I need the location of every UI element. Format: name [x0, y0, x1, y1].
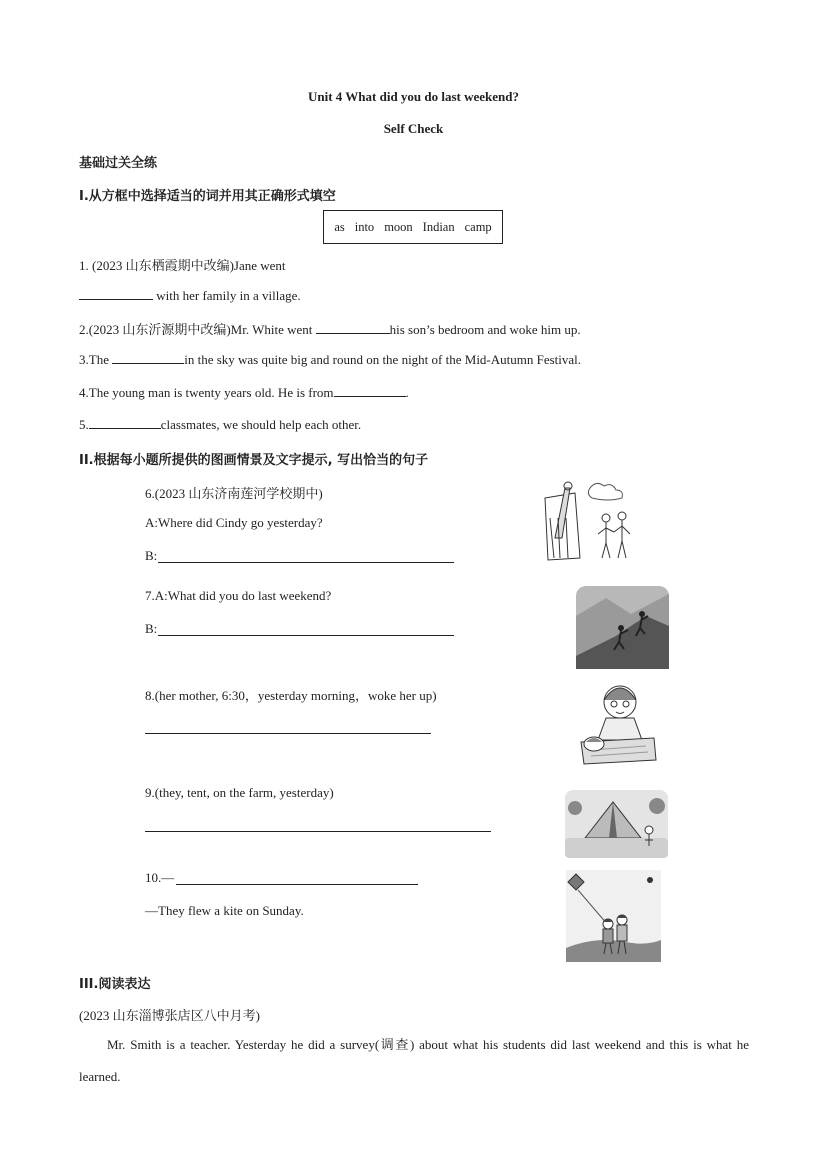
q10-response: —They flew a kite on Sunday.	[145, 903, 304, 918]
word-3: moon	[384, 219, 413, 234]
reading-paragraph: Mr. Smith is a teacher. Yesterday he did a survey(调查) about what his students did last weekend and this is what he learned.	[79, 1037, 749, 1084]
q7-answer-line[interactable]	[158, 635, 454, 636]
zoo-giraffe-picture	[540, 478, 640, 563]
q6-answer-line[interactable]	[158, 562, 454, 563]
part3-heading: III.阅读表达	[79, 977, 151, 992]
q2-blank[interactable]	[316, 321, 390, 334]
q6-answer-prefix: B:	[145, 548, 158, 563]
hiking-picture	[576, 586, 669, 669]
q3-suffix: in the sky was quite big and round on the night of the Mid-Autumn Festival.	[184, 352, 582, 367]
q5-blank[interactable]	[89, 416, 161, 429]
q9-answer-line[interactable]	[145, 831, 491, 832]
q5-prefix: 5.	[79, 417, 89, 432]
page-title: Unit 4 What did you do last weekend?	[307, 89, 520, 104]
camping-tent-picture	[565, 790, 668, 858]
word-5: camp	[464, 219, 492, 234]
q6-question: A:Where did Cindy go yesterday?	[145, 515, 323, 530]
q3-blank[interactable]	[112, 351, 184, 364]
word-box	[323, 210, 503, 244]
q1-blank[interactable]	[79, 287, 153, 300]
q6-label: 6.(2023 山东济南莲河学校期中)	[145, 486, 323, 501]
page-subtitle: Self Check	[383, 121, 444, 136]
q4-blank[interactable]	[334, 384, 406, 397]
q10-prefix: 10.—	[145, 870, 175, 885]
q8-prompt: 8.(her mother, 6:30，yesterday morning，woke her up)	[145, 688, 437, 703]
q1-prefix: 1. (2023 山东栖霞期中改编)Jane went	[79, 258, 286, 273]
q2-suffix: his son’s bedroom and woke him up.	[389, 322, 581, 337]
q9-prompt: 9.(they, tent, on the farm, yesterday)	[145, 785, 334, 800]
q7-answer-prefix: B:	[145, 621, 158, 636]
question-4	[79, 384, 409, 401]
q2-prefix: 2.(2023 山东沂源期中改编)Mr. White went	[79, 322, 313, 337]
mother-waking-picture	[576, 680, 658, 765]
flying-kite-picture	[566, 870, 661, 962]
section-label: 基础过关全练	[79, 156, 158, 171]
part1-heading: I.从方框中选择适当的词并用其正确形式填空	[79, 189, 336, 204]
q10-answer-line[interactable]	[176, 884, 418, 885]
q4-prefix: 4.The young man is twenty years old. He is from	[79, 385, 334, 400]
q1-suffix: with her family in a village.	[156, 288, 301, 303]
word-1: as	[334, 219, 345, 234]
q3-prefix: 3.The	[79, 352, 109, 367]
question-3	[79, 351, 581, 368]
q4-suffix: .	[405, 385, 409, 400]
q7-question: 7.A:What did you do last weekend?	[145, 588, 332, 603]
question-2	[79, 319, 581, 338]
q8-answer-line[interactable]	[145, 733, 431, 734]
q5-suffix: classmates, we should help each other.	[160, 417, 362, 432]
question-1-line2	[79, 287, 301, 304]
part3-source: (2023 山东淄博张店区八中月考)	[79, 1008, 260, 1023]
question-5	[79, 416, 361, 433]
word-2: into	[354, 219, 375, 234]
part2-heading: II.根据每小题所提供的图画情景及文字提示, 写出恰当的句子	[79, 453, 429, 468]
word-4: Indian	[422, 219, 455, 234]
